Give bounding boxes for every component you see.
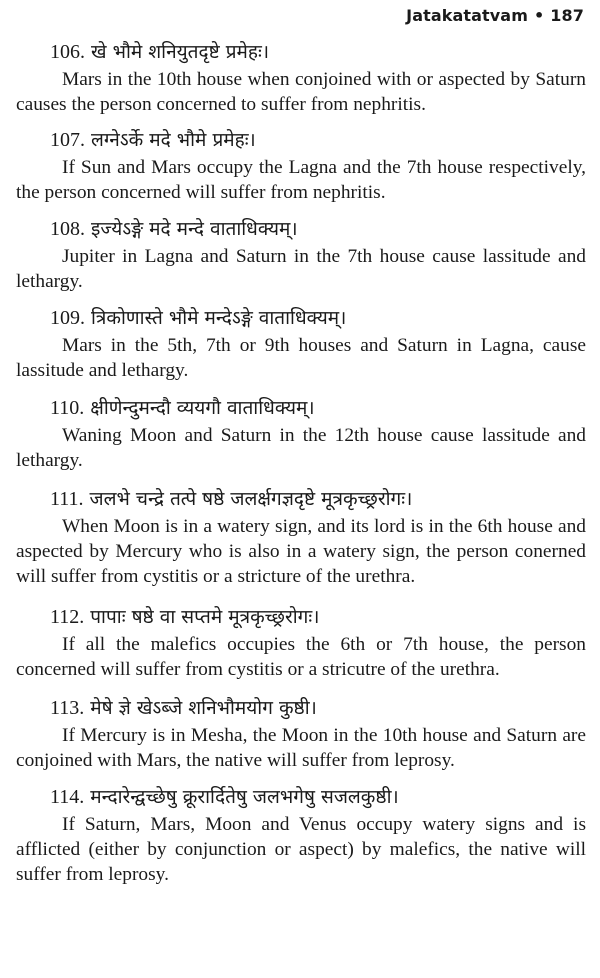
translation-text: Mars in the 10th house when conjoined with or aspected by Saturn causes the person concerned to suffer from nephritis. bbox=[16, 69, 586, 115]
sanskrit-text: मेषे ज्ञे खेऽब्जे शनिभौमयोग कुष्ठी। bbox=[90, 697, 317, 719]
verse-109 bbox=[16, 304, 586, 383]
verse-number: 114. bbox=[50, 786, 85, 808]
sanskrit-line bbox=[16, 38, 586, 66]
sanskrit-text: इज्येऽङ्गे मदे मन्दे वाताधिक्यम्। bbox=[91, 218, 298, 240]
running-header bbox=[406, 6, 584, 25]
verse-110 bbox=[16, 394, 586, 473]
translation-text: If Saturn, Mars, Moon and Venus occupy watery signs and is afflicted (either by conjunction or aspect) by malefics, the native will suffer from leprosy. bbox=[16, 814, 586, 885]
sanskrit-line bbox=[16, 394, 586, 422]
verse-number: 108. bbox=[50, 218, 85, 240]
verse-number: 109. bbox=[50, 307, 85, 329]
sanskrit-text: लग्नेऽर्के मदे भौमे प्रमेहः। bbox=[91, 129, 256, 151]
translation-text: Jupiter in Lagna and Saturn in the 7th house cause lassitude and lethargy. bbox=[16, 246, 586, 292]
verse-number: 107. bbox=[50, 129, 85, 151]
translation-text: Mars in the 5th, 7th or 9th houses and Saturn in Lagna, cause lassitude and lethargy. bbox=[16, 335, 586, 381]
verse-108 bbox=[16, 215, 586, 294]
sanskrit-line bbox=[16, 126, 586, 154]
sanskrit-line bbox=[16, 304, 586, 332]
verse-107 bbox=[16, 126, 586, 205]
verse-113 bbox=[16, 694, 586, 773]
page-number: 187 bbox=[550, 6, 584, 25]
verse-112 bbox=[16, 603, 586, 682]
translation-text: If Sun and Mars occupy the Lagna and the 7th house respectively, the person concerned will suffer from nephritis. bbox=[16, 157, 586, 203]
sanskrit-line bbox=[16, 603, 586, 631]
translation-text: Waning Moon and Saturn in the 12th house cause lassitude and lethargy. bbox=[16, 425, 586, 471]
sanskrit-text: क्षीणेन्दुमन्दौ व्ययगौ वाताधिक्यम्। bbox=[90, 397, 315, 419]
verse-111 bbox=[16, 485, 586, 589]
sanskrit-text: जलभे चन्द्रे तत्पे षष्ठे जलर्क्षगज्ञदृष्टे मूत्रकृच्छ्ररोगः। bbox=[89, 488, 413, 510]
sanskrit-text: त्रिकोणास्ते भौमे मन्देऽङ्गे वाताधिक्यम्। bbox=[91, 307, 347, 329]
translation-text: If Mercury is in Mesha, the Moon in the 10th house and Saturn are conjoined with Mars, the native will suffer from leprosy. bbox=[16, 725, 586, 771]
translation-text: When Moon is in a watery sign, and its lord is in the 6th house and aspected by Mercury who is also in a watery sign, the person conerned will suffer from cystitis or a stricture of the urethra. bbox=[16, 516, 586, 587]
sanskrit-text: पापाः षष्ठे वा सप्तमे मूत्रकृच्छ्ररोगः। bbox=[90, 606, 320, 628]
header-bullet: • bbox=[533, 6, 545, 25]
sanskrit-line bbox=[16, 215, 586, 243]
verse-number: 110. bbox=[50, 397, 85, 419]
verse-106 bbox=[16, 38, 586, 117]
sanskrit-line bbox=[16, 783, 586, 811]
verse-number: 113. bbox=[50, 697, 85, 719]
sanskrit-text: खे भौमे शनियुतदृष्टे प्रमेहः। bbox=[91, 41, 270, 63]
book-title: Jatakatatvam bbox=[406, 6, 528, 25]
sanskrit-line bbox=[16, 694, 586, 722]
verse-list bbox=[16, 38, 586, 887]
verse-number: 112. bbox=[50, 606, 85, 628]
verse-number: 106. bbox=[50, 41, 85, 63]
sanskrit-text: मन्दारेन्द्वच्छेषु क्रूरार्दितेषु जलभगेषु सजलकुष्ठी। bbox=[90, 786, 399, 808]
verse-number: 111. bbox=[50, 488, 84, 510]
translation-text: If all the malefics occupies the 6th or 7th house, the person concerned will suffer from cystitis or a stricutre of the urethra. bbox=[16, 634, 586, 680]
sanskrit-line bbox=[16, 485, 586, 513]
verse-114 bbox=[16, 783, 586, 887]
